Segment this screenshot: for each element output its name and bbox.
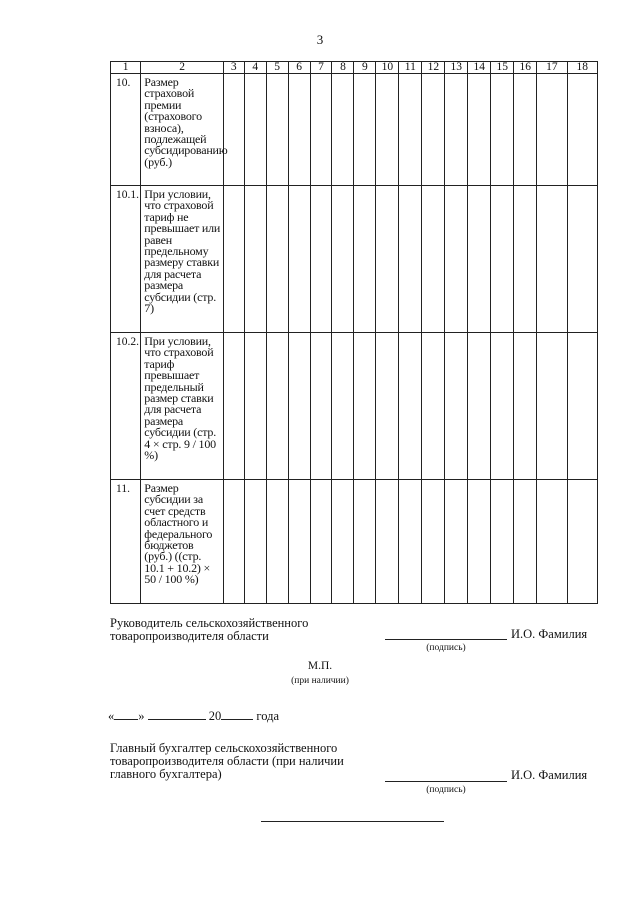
table-cell-col-17[interactable] — [537, 480, 567, 604]
table-cell-col-8[interactable] — [332, 74, 354, 186]
column-header-11: 11 — [399, 62, 422, 74]
table-cell-col-17[interactable] — [537, 333, 567, 480]
row-number: 10. — [111, 74, 141, 186]
column-header-18: 18 — [567, 62, 597, 74]
table-cell-col-7[interactable] — [310, 333, 332, 480]
column-header-12: 12 — [422, 62, 445, 74]
head-signature-title — [110, 617, 308, 643]
date-open-quote: « — [108, 709, 115, 723]
accountant-title-line2: товаропроизводителя области (при наличии — [110, 754, 344, 768]
table-cell-col-16[interactable] — [514, 333, 537, 480]
table-cell-col-15[interactable] — [491, 480, 514, 604]
table-cell-col-7[interactable] — [310, 186, 332, 333]
table-cell-col-10[interactable] — [376, 480, 399, 604]
column-header-1: 1 — [111, 62, 141, 74]
head-signature-name: И.О. Фамилия — [511, 627, 588, 641]
row-number: 11. — [111, 480, 141, 604]
table-cell-col-7[interactable] — [310, 480, 332, 604]
table-cell-col-13[interactable] — [445, 480, 468, 604]
table-cell-col-3[interactable] — [223, 333, 244, 480]
date-year-field[interactable] — [221, 708, 253, 720]
row-number: 10.1. — [111, 186, 141, 333]
table-cell-col-13[interactable] — [445, 186, 468, 333]
table-cell-col-12[interactable] — [422, 333, 445, 480]
table-cell-col-9[interactable] — [354, 480, 376, 604]
accountant-title-line1: Главный бухгалтер сельскохозяйственного — [110, 741, 338, 755]
table-cell-col-9[interactable] — [354, 186, 376, 333]
column-header-9: 9 — [354, 62, 376, 74]
accountant-title-line3: главного бухгалтера) — [110, 767, 222, 781]
table-cell-col-17[interactable] — [537, 74, 567, 186]
table-cell-col-10[interactable] — [376, 333, 399, 480]
table-row — [111, 74, 598, 186]
row-description: При условии, что страховой тариф превышает предельный размер ставки для расчета размера субсидии (стр. 4 × стр. 9 / 100 %) — [141, 333, 224, 480]
table-cell-col-3[interactable] — [223, 186, 244, 333]
column-header-7: 7 — [310, 62, 332, 74]
table-cell-col-16[interactable] — [514, 480, 537, 604]
stamp-label: М.П. — [307, 660, 333, 672]
row-number: 10.2. — [111, 333, 141, 480]
table-cell-col-6[interactable] — [288, 186, 310, 333]
table-cell-col-17[interactable] — [537, 186, 567, 333]
date-day-field[interactable] — [114, 708, 138, 720]
table-cell-col-9[interactable] — [354, 333, 376, 480]
column-header-6: 6 — [288, 62, 310, 74]
table-cell-col-11[interactable] — [399, 74, 422, 186]
accountant-signature-caption: (подпись) — [426, 785, 466, 795]
page-number: 3 — [316, 32, 324, 47]
column-header-10: 10 — [376, 62, 399, 74]
table-cell-col-12[interactable] — [422, 186, 445, 333]
table-cell-col-8[interactable] — [332, 480, 354, 604]
table-cell-col-13[interactable] — [445, 333, 468, 480]
table-row — [111, 480, 598, 604]
table-cell-col-16[interactable] — [514, 186, 537, 333]
table-cell-col-12[interactable] — [422, 74, 445, 186]
table-cell-col-5[interactable] — [266, 186, 288, 333]
table-cell-col-14[interactable] — [468, 333, 491, 480]
table-cell-col-18[interactable] — [567, 186, 597, 333]
column-header-17: 17 — [537, 62, 567, 74]
table-cell-col-8[interactable] — [332, 186, 354, 333]
table-cell-col-5[interactable] — [266, 74, 288, 186]
date-suffix: года — [256, 709, 279, 723]
accountant-signature-name: И.О. Фамилия — [511, 768, 588, 782]
row-description: При условии, что страховой тариф не превышает или равен предельному размеру ставки для расчета размера субсидии (стр. 7) — [141, 186, 224, 333]
date-close-quote: » — [138, 709, 145, 723]
accountant-signature-title — [110, 742, 344, 781]
table-cell-col-3[interactable] — [223, 480, 244, 604]
table-cell-col-4[interactable] — [244, 186, 266, 333]
table-cell-col-12[interactable] — [422, 480, 445, 604]
table-cell-col-5[interactable] — [266, 333, 288, 480]
column-header-16: 16 — [514, 62, 537, 74]
column-header-8: 8 — [332, 62, 354, 74]
table-cell-col-13[interactable] — [445, 74, 468, 186]
column-header-14: 14 — [468, 62, 491, 74]
table-row — [111, 186, 598, 333]
table-cell-col-16[interactable] — [514, 74, 537, 186]
form-table — [110, 61, 598, 604]
accountant-signature-line[interactable] — [385, 769, 507, 782]
table-cell-col-6[interactable] — [288, 74, 310, 186]
table-cell-col-7[interactable] — [310, 74, 332, 186]
row-description: Размер субсидии за счет средств областного и федерального бюджетов (руб.) ((стр. 10.1 + 10.2) × 50 / 100 %) — [141, 480, 224, 604]
table-cell-col-14[interactable] — [468, 74, 491, 186]
table-row — [111, 333, 598, 480]
table-cell-col-4[interactable] — [244, 74, 266, 186]
head-title-line1: Руководитель сельскохозяйственного — [110, 616, 309, 630]
column-header-2: 2 — [141, 62, 224, 74]
table-cell-col-6[interactable] — [288, 333, 310, 480]
table-cell-col-11[interactable] — [399, 333, 422, 480]
column-header-4: 4 — [244, 62, 266, 74]
table-cell-col-18[interactable] — [567, 74, 597, 186]
table-cell-col-5[interactable] — [266, 480, 288, 604]
table-cell-col-15[interactable] — [491, 74, 514, 186]
column-header-5: 5 — [266, 62, 288, 74]
bottom-rule — [261, 821, 444, 822]
table-cell-col-4[interactable] — [244, 480, 266, 604]
table-cell-col-10[interactable] — [376, 74, 399, 186]
table-cell-col-15[interactable] — [491, 186, 514, 333]
table-cell-col-11[interactable] — [399, 186, 422, 333]
table-header-row — [111, 62, 598, 74]
head-title-line2: товаропроизводителя области — [110, 629, 269, 643]
column-header-13: 13 — [445, 62, 468, 74]
column-header-3: 3 — [223, 62, 244, 74]
head-signature-line[interactable] — [385, 627, 507, 640]
table-cell-col-10[interactable] — [376, 186, 399, 333]
table-cell-col-14[interactable] — [468, 186, 491, 333]
table-cell-col-8[interactable] — [332, 333, 354, 480]
row-description: Размер страховой премии (страхового взноса), подлежащей субсидированию (руб.) — [141, 74, 224, 186]
stamp-note: (при наличии) — [291, 676, 349, 686]
column-header-15: 15 — [491, 62, 514, 74]
head-signature-caption: (подпись) — [426, 643, 466, 653]
table-cell-col-14[interactable] — [468, 480, 491, 604]
table-cell-col-3[interactable] — [223, 74, 244, 186]
table-cell-col-18[interactable] — [567, 480, 597, 604]
date-month-field[interactable] — [148, 708, 206, 720]
table-cell-col-15[interactable] — [491, 333, 514, 480]
table-cell-col-6[interactable] — [288, 480, 310, 604]
table-cell-col-9[interactable] — [354, 74, 376, 186]
date-line — [108, 708, 279, 724]
date-century: 20 — [208, 709, 222, 723]
table-cell-col-4[interactable] — [244, 333, 266, 480]
table-cell-col-18[interactable] — [567, 333, 597, 480]
table-cell-col-11[interactable] — [399, 480, 422, 604]
